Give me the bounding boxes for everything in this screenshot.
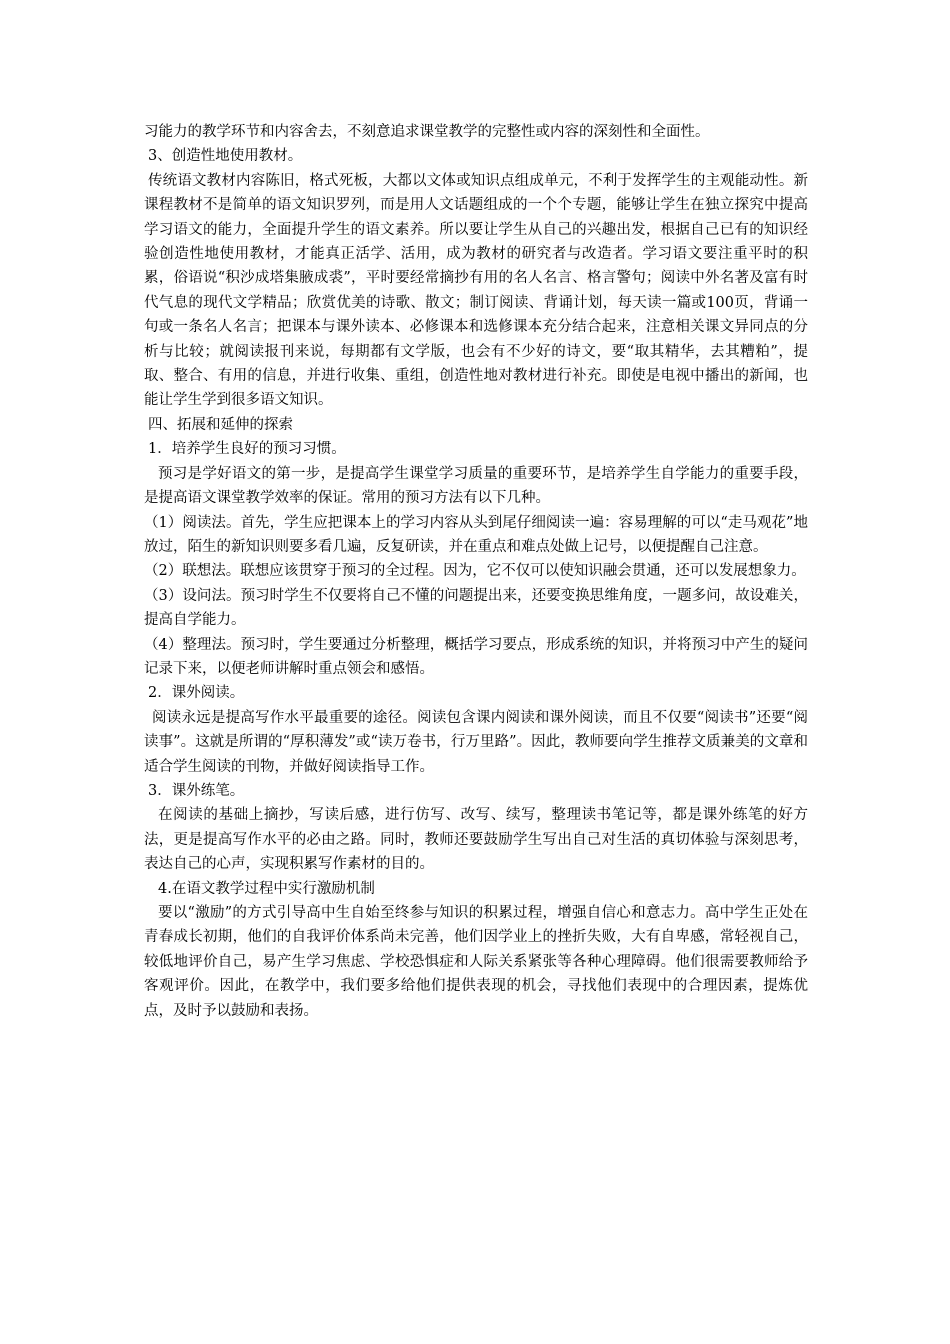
subheading-incentive-mechanism: 4.在语文教学过程中实行激励机制 — [158, 880, 375, 897]
document-page — [144, 120, 808, 1023]
paragraph-questioning-method: （3）设问法。预习时学生不仅要将自己不懂的问题提出来，还要变换思维角度，一题多问，故设难关，提高自学能力。 — [144, 587, 808, 629]
paragraph-association-method: （2）联想法。联想应该贯穿于预习的全过程。因为，它不仅可以使知识融会贯通，还可以发展想象力。 — [144, 563, 806, 580]
paragraph-reading-method: （1）阅读法。首先，学生应把课本上的学习内容从头到尾仔细阅读一遍：容易理解的可以“走马观花”地放过，陌生的新知识则要多看几遍，反复研读，并在重点和难点处做上记号，以便提醒自己注意。 — [144, 514, 808, 555]
paragraph-extracurricular-reading: 阅读永远是提高写作水平最重要的途径。阅读包含课内阅读和课外阅读，而且不仅要“阅读书”还要“阅读事”。这就是所谓的“厚积薄发”或“读万卷书，行万里路”。因此，教师要向学生推荐文质兼美的文章和适合学生阅读的刊物，并做好阅读指导工作。 — [144, 709, 808, 775]
paragraph-organizing-method: （4）整理法。预习时，学生要通过分析整理，概括学习要点，形成系统的知识，并将预习中产生的疑问记录下来，以便老师讲解时重点领会和感悟。 — [144, 636, 808, 677]
section-heading-expansion: 四、拓展和延伸的探索 — [148, 416, 293, 433]
subheading-use-textbooks: 3、创造性地使用教材。 — [148, 148, 303, 165]
subheading-extracurricular-reading: 2．课外阅读。 — [148, 685, 245, 702]
paragraph-preview: 预习是学好语文的第一步，是提高学生课堂学习质量的重要环节，是培养学生自学能力的重要手段，是提高语文课堂教学效率的保证。常用的预习方法有以下几种。 — [144, 465, 808, 507]
subheading-preview-habit: 1．培养学生良好的预习习惯。 — [148, 441, 346, 458]
paragraph-writing-practice: 在阅读的基础上摘抄，写读后感，进行仿写、改写、续写，整理读书笔记等，都是课外练笔的好方法，更是提高写作水平的必由之路。同时，教师还要鼓励学生写出自己对生活的真切体验与深刻思考，表达自己的心声，实现积累写作素材的目的。 — [144, 807, 808, 873]
subheading-writing-practice: 3．课外练笔。 — [148, 782, 245, 799]
paragraph-incentive-mechanism: 要以“激励”的方式引导高中生自始至终参与知识的积累过程，增强自信心和意志力。高中学生正处在青春成长初期，他们的自我评价体系尚未完善，他们因学业上的挫折失败，大有自卑感，常轻视自己，较低地评价自己，易产生学习焦虑、学校恐惧症和人际关系紧张等各种心理障碍。他们很需要教师给予客观评价。因此，在教学中，我们要多给他们提供表现的机会，寻找他们表现中的合理因素，提炼优点，及时予以鼓励和表扬。 — [144, 905, 808, 1019]
paragraph-textbooks: 传统语文教材内容陈旧，格式死板，大都以文体或知识点组成单元，不利于发挥学生的主观能动性。新课程教材不是简单的语文知识罗列，而是用人文话题组成的一个个专题，能够让学生在独立探究中提高学习语文的能力，全面提升学生的语文素养。所以要让学生从自己的兴趣出发，根据自己已有的知识经验创造性地使用教材，才能真正活学、活用，成为教材的研究者与改造者。学习语文要注重平时的积累，俗语说“积沙成塔集腋成裘”，平时要经常摘抄有用的名人名言、格言警句；阅读中外名著及富有时代气息的现代文学精品；欣赏优美的诗歌、散文；制订阅读、背诵计划，每天读一篇或100页，背诵一句或一条名人名言；把课本与课外读本、必修课本和选修课本充分结合起来，注意相关课文异同点的分析与比较；就阅读报刊来说，每期都有文学版，也会有不少好的诗文，要“取其精华，去其糟粕”，提取、整合、有用的信息，并进行收集、重组，创造性地对教材进行补充。即使是电视中播出的新闻，也能让学生学到很多语文知识。 — [144, 172, 808, 409]
paragraph-continuation: 习能力的教学环节和内容舍去，不刻意追求课堂教学的完整性或内容的深刻性和全面性。 — [144, 124, 710, 140]
